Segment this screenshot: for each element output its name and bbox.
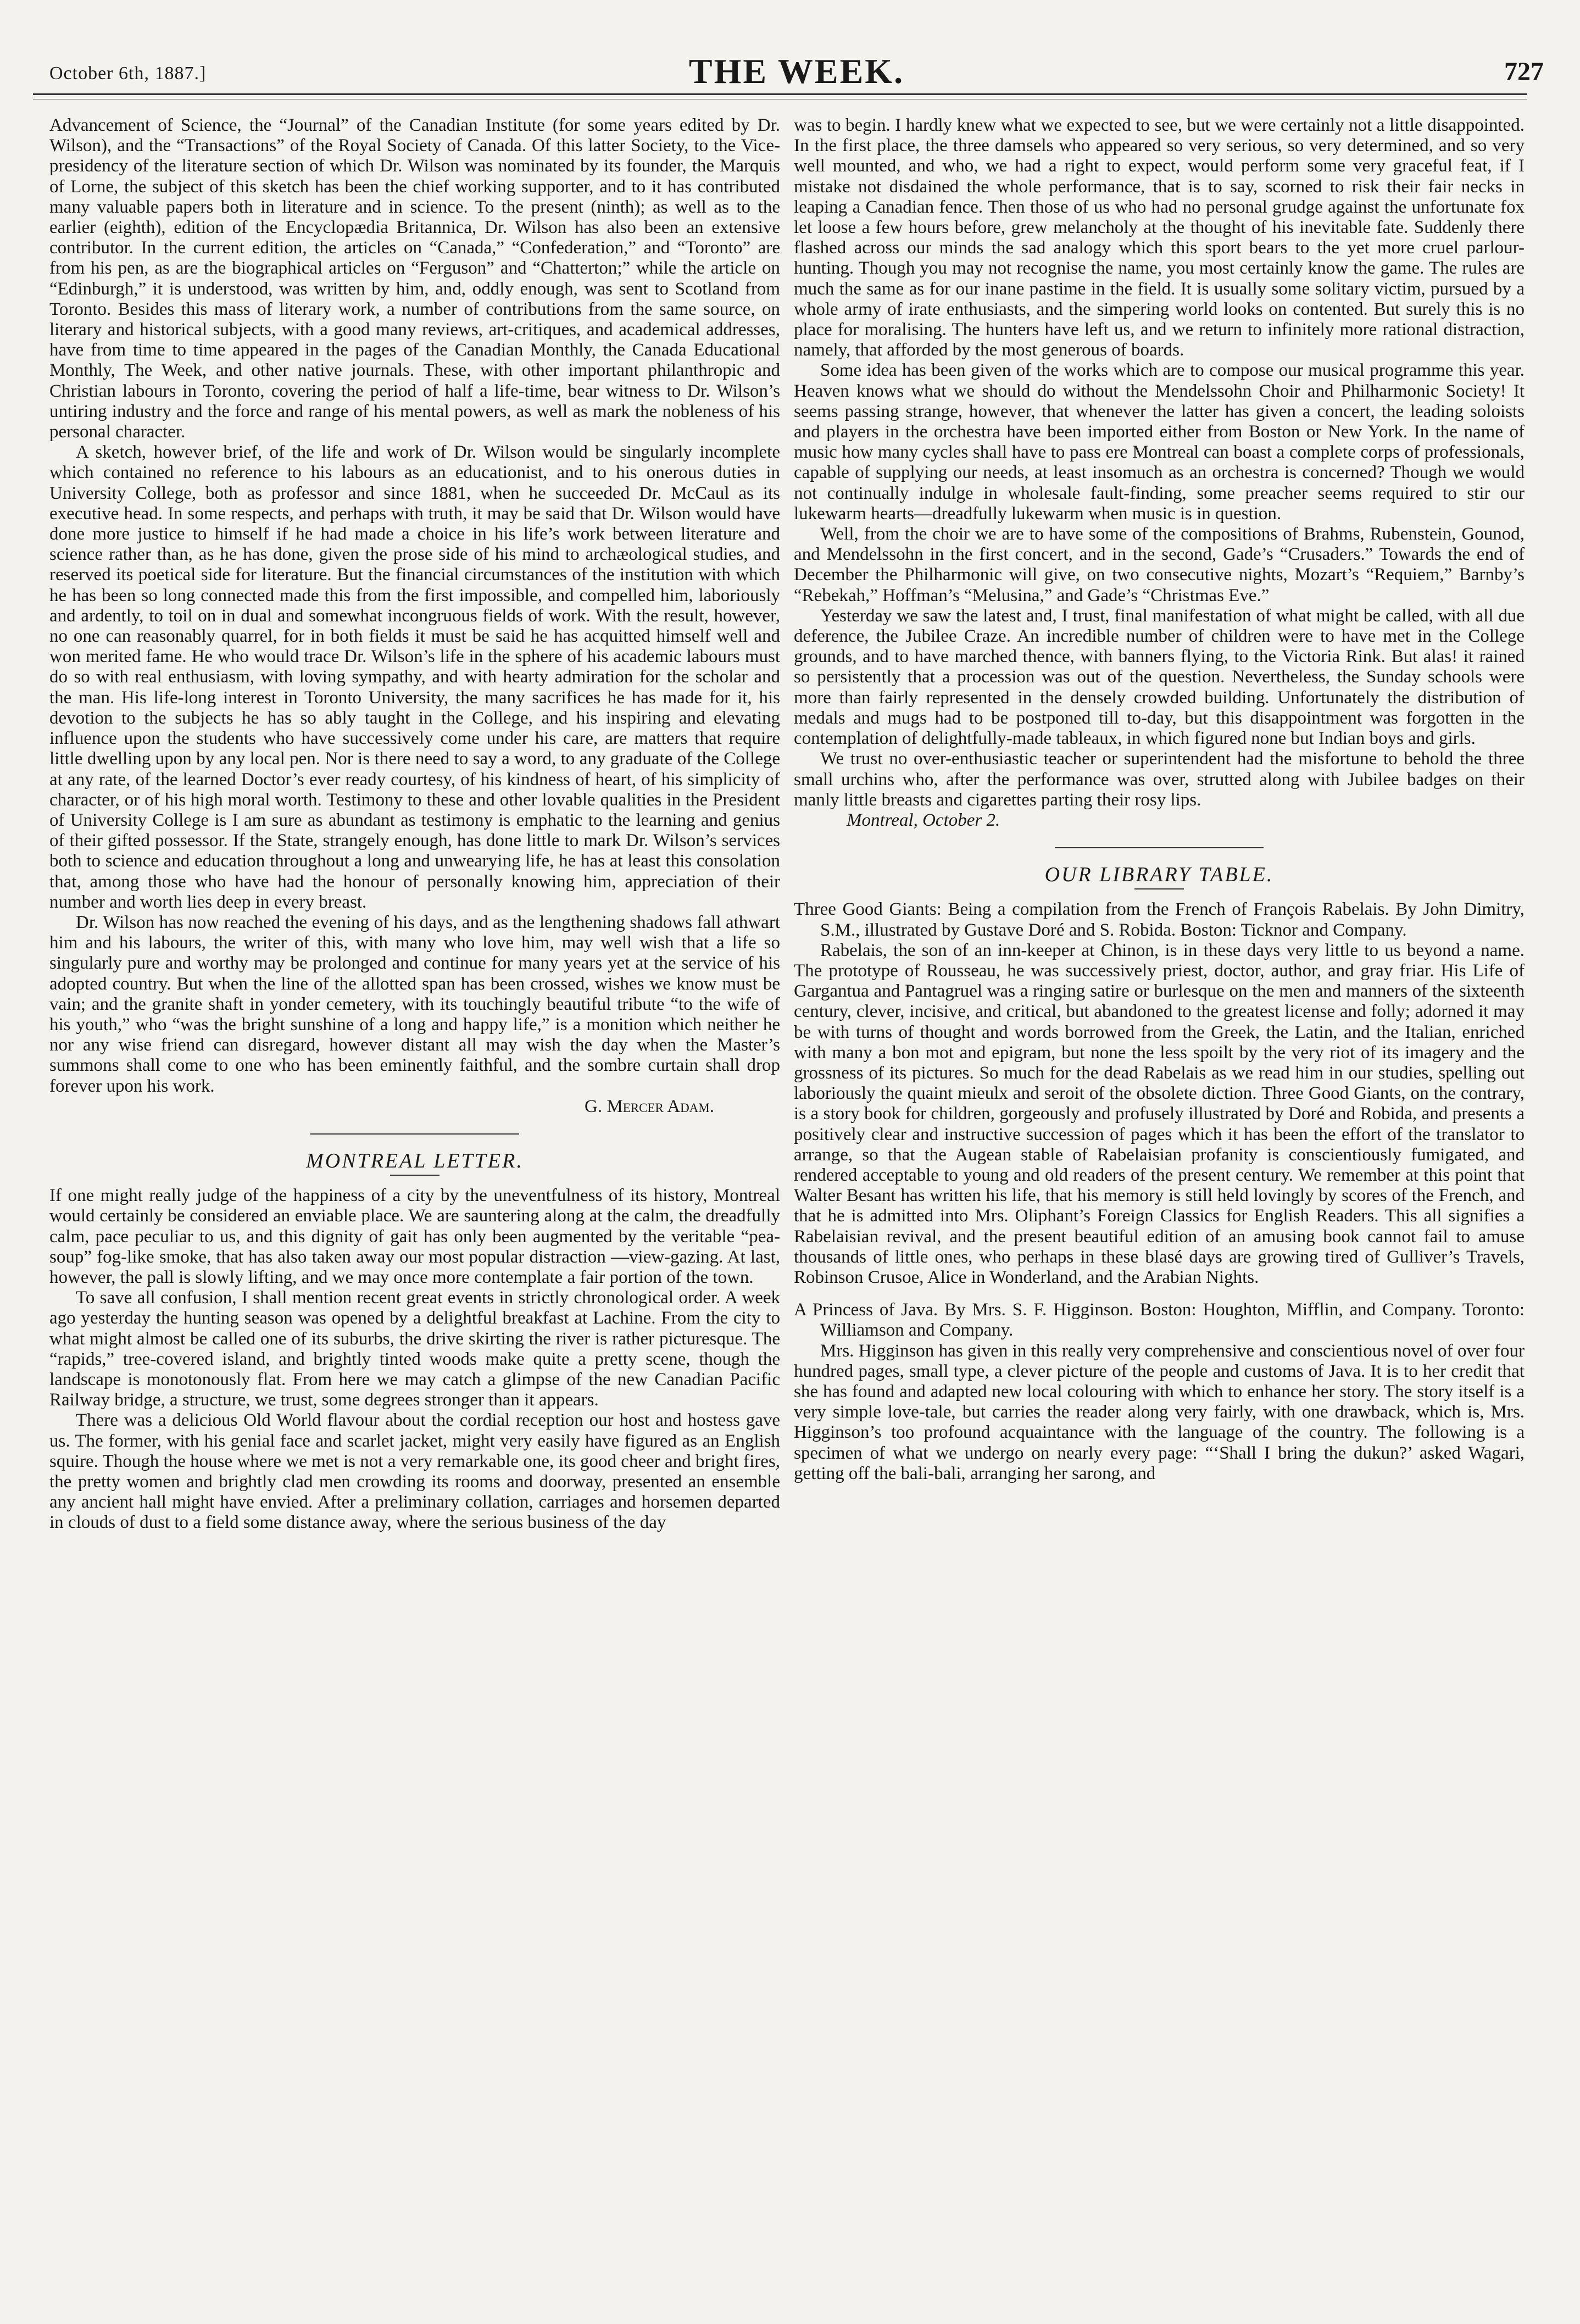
dateline: Montreal, October 2. (847, 810, 1000, 830)
library-table-title: OUR LIBRARY TABLE. (1044, 863, 1274, 887)
left-column (49, 115, 780, 1533)
wilson-paragraph-1: Advancement of Science, the “Journal” of the Canadian Institute (for some years edited by Dr. Wilson), and the “Transactions” of the Royal Society of Canada. Of this latter Society, to the Vice-presidency of the literature section of which Dr. Wilson was nominated by its founder, the Marquis of Lorne, the subject of this sketch has been the chief working supporter, and to it has contributed many valuable papers both in literature and in science. To the present (ninth); as well as to the earlier (eighth), edition of the Encyclopædia Britannica, Dr. Wilson has also been an extensive contributor. In the current edition, the articles on “Canada,” “Confederation,” and “Toronto” are from his pen, as are the biographical articles on “Ferguson” and “Chatterton;” while the article on “Edinburgh,” it is understood, was written by him, and, oddly enough, was sent to Scotland from Toronto. Besides this mass of literary work, a number of contributions from the same source, on literary and historical subjects, with a good many reviews, art-critiques, and academical addresses, have from time to time appeared in the pages of the Canadian Monthly, the Canada Educational Monthly, The Week, and other native journals. These, with other important philanthropic and Christian labours in Toronto, covering the period of half a life-time, bear witness to Dr. Wilson’s untiring industry and the force and range of his mental powers, as well as mark the nobleness of his personal character. (49, 115, 780, 442)
right-column (794, 115, 1525, 1484)
montreal-paragraph-4: was to begin. I hardly knew what we expected to see, but we were certainly not a little disappointed. In the first place, the three damsels who appeared so very serious, so very determined, and so very well mounted, and who, we had a right to expect, would perform some very graceful feat, if I mistake not disdained the whole performance, that is to say, scorned to risk their fair necks in leaping a Canadian fence. Then those of us who had no personal grudge against the unfortunate fox let loose a few hours before, grew melancholy at the thought of his inevitable fate. Suddenly there flashed across our minds the sad analogy which this sport bears to the yet more cruel parlour-hunting. Though you may not recognise the name, you most certainly know the game. The rules are much the same as for our inane pastime in the field. It is usually some solitary victim, pursued by a whole army of irate enthusiasts, and the simpering world looks on contented. But surely this is no place for moralising. The hunters have left us, and we return to infinitely more rational distraction, namely, that afforded by the most generous of boards. (794, 115, 1525, 360)
montreal-paragraph-1: If one might really judge of the happiness of a city by the uneventfulness of its history, Montreal would certainly be considered an enviable place. We are sauntering along at the calm, the dreadfully calm, pace peculiar to us, and this dignity of gait has only been augmented by the veritable “pea-soup” fog-like smoke, that has also taken away our most popular distraction —view-gazing. At last, however, the pall is slowly lifting, and we may once more contemplate a fair portion of the town. (49, 1186, 780, 1287)
section-divider (1055, 847, 1264, 848)
title-underline (1134, 888, 1184, 889)
montreal-paragraph-7: Yesterday we saw the latest and, I trust, final manifestation of what might be called, with all due deference, the Jubilee Craze. An incredible number of children were to have met in the College grounds, and to have marched thence, with banners flying, to the Victoria Rink. But alas! it rained so persistently that a procession was out of the question. Nevertheless, the Sunday schools were more than fairly represented in the densely crowded building. Unfortunately the distribution of medals and mugs had to be postponed till to-day, but this disappointment was forgotten in the contemplation of delightfully-made tableaux, in which figured none but Indian boys and girls. (794, 605, 1525, 749)
montreal-paragraph-8: We trust no over-enthusiastic teacher or superintendent had the misfortune to behold the three small urchins who, after the performance was over, strutted along with Jubilee badges on their manly little breasts and cigarettes parting their rosy lips. (794, 749, 1525, 810)
author-signature: G. Mercer Adam. (585, 1096, 714, 1116)
montreal-paragraph-6: Well, from the choir we are to have some of the compositions of Brahms, Rubenstein, Gounod, and Mendelssohn in the first concert, and in the second, Gade’s “Crusaders.” Towards the end of December the Philharmonic will give, on two consecutive nights, Mozart’s “Requiem,” Barnby’s “Rebekah,” Hoffman’s “Melusina,” and Gade’s “Christmas Eve.” (794, 524, 1525, 605)
header-rule (33, 93, 1527, 95)
wilson-paragraph-3: Dr. Wilson has now reached the evening of his days, and as the lengthening shadows fall athwart him and his labours, the writer of this, with many who love him, may well wish that a life so singularly pure and worthy may be prolonged and continue for many years yet at the service of his adopted country. But when the line of the allotted span has been crossed, wishes we know must be vain; and the granite shaft in yonder cemetery, with its touchingly beautiful tribute “to the wife of his youth,” who “was the bright sunshine of a long and happy life,” is a monition which neither he nor any wise friend can disregard, however distant all may wish the day when the Master’s summons shall come to one who has been eminently faithful, and the sombre curtain shall drop forever upon his work. (49, 912, 780, 1096)
page-header (49, 52, 1544, 113)
book-entry-three-good-giants: Three Good Giants: Being a compilation from the French of François Rabelais. By John Dimitry, S.M., illustrated by Gustave Doré and S. Robida. Boston: Ticknor and Company. (794, 899, 1525, 940)
montreal-letter-title: MONTREAL LETTER. (306, 1149, 524, 1172)
masthead-title: THE WEEK. (688, 52, 905, 91)
montreal-paragraph-3: There was a delicious Old World flavour about the cordial reception our host and hostess gave us. The former, with his genial face and scarlet jacket, might very easily have figured as an English squire. Though the house where we met is not a very remarkable one, its good cheer and bright fires, the pretty women and brightly clad men crowding its rooms and doorway, presented an ensemble any ancient hall might have envied. After a preliminary collation, carriages and horsemen departed in clouds of dust to a field some distance away, where the serious business of the day (49, 1410, 780, 1533)
montreal-paragraph-5: Some idea has been given of the works which are to compose our musical programme this year. Heaven knows what we should do without the Mendelssohn Choir and Philharmonic Society! It seems passing strange, however, that whenever the latter has given a concert, the leading soloists and players in the orchestra have been imported either from Boston or New York. In the name of music how many cycles shall have to pass ere Montreal can boast a complete corps of professionals, capable of supplying our needs, at least insomuch as an orchestra is concerned? Though we would not continually indulge in wholesale fault-finding, some preacher seems required to stir our lukewarm hearts—dreadfully lukewarm when music is in question. (794, 360, 1525, 524)
page-number: 727 (1504, 57, 1544, 86)
title-underline (390, 1175, 439, 1176)
montreal-paragraph-2: To save all confusion, I shall mention recent great events in strictly chronological order. A week ago yesterday the hunting season was opened by a delightful breakfast at Lachine. From the city to what might almost be called one of its suburbs, the drive skirting the river is rather picturesque. The “rapids,” tree-covered island, and brightly tinted woods make quite a pretty scene, though the landscape is monotonously flat. From here we may catch a glimpse of the new Canadian Pacific Railway bridge, a structure, we trust, some degrees stronger than it appears. (49, 1288, 780, 1410)
section-divider (310, 1133, 519, 1135)
wilson-paragraph-2: A sketch, however brief, of the life and work of Dr. Wilson would be singularly incomplete which contained no reference to his labours as an educationist, and to his onerous duties in University College, both as professor and since 1881, when he succeeded Dr. McCaul as its executive head. In some respects, and perhaps with truth, it may be said that Dr. Wilson would have done more justice to himself if he had made a choice in his life’s work between literature and science rather than, as he has done, given the prose side of his mind to archæological studies, and reserved its poetical side for literature. But the financial circumstances of the institution with which he has been so long connected made this from the first impossible, and compelled him, laboriously and ardently, to toil on in dual and somewhat incongruous fields of work. With the result, however, no one can reasonably quarrel, for in both fields it must be said he has acquitted himself well and won merited fame. He who would trace Dr. Wilson’s life in the sphere of his academic labours must do so with real enthusiasm, with loving sympathy, and with hearty admiration for the scholar and the man. His life-long interest in Toronto University, the many sacrifices he has made for it, his devotion to the subjects he has so ably taught in the College, and his inspiring and elevating influence upon the students who have successively come under his care, are matters that require little dwelling upon by any local pen. Nor is there need to say a word, to any graduate of the College at any rate, of the learned Doctor’s ever ready courtesy, of his kindness of heart, of his simplicity of character, or of his high moral worth. Testimony to these and other lovable qualities in the President of University College is I am sure as abundant as testimony is emphatic to the learning and genius of their gifted possessor. If the State, strangely enough, has done little to mark Dr. Wilson’s services both to science and education throughout a long and unwearying life, he has at least this consolation that, among those who have had the honour of personally knowing him, appreciation of their number and worth lies deep in every breast. (49, 442, 780, 912)
review-paragraph-1: Rabelais, the son of an inn-keeper at Chinon, is in these days very little to us beyond a name. The prototype of Rousseau, he was successively priest, doctor, author, and gray friar. His Life of Gargantua and Pantagruel was a ringing satire or burlesque on the men and manners of the sixteenth century, clever, incisive, and critical, but abandoned to the greatest license and folly; adorned it may be with turns of thought and words borrowed from the Greek, the Latin, and the Italian, enriched with many a bon mot and epigram, but none the less spoilt by the very riot of its imagery and the grossness of its pictures. So much for the dead Rabelais as we read him in our studies, spelling out laboriously the quaint mieulx and seroit of the obsolete diction. Three Good Giants, on the contrary, is a story book for children, gorgeously and profusely illustrated by Doré and Robida, and presents a positively clear and instructive succession of pages which it has been the effort of the translator to arrange, so that the Augean stable of Rabelaisian profanity is conscientiously fumigated, and rendered acceptable to young and old readers of the present century. We remember at this point that Walter Besant has written his life, that his memory is still held lovingly by scores of the French, and that he is admitted into Mrs. Oliphant’s Foreign Classics for English Readers. This all signifies a Rabelaisian revival, and the present beautiful edition of an amusing book cannot fail to amuse thousands of little ones, who perhaps in these blasé days are growing tired of Gulliver’s Travels, Robinson Crusoe, Alice in Wonderland, and the Arabian Nights. (794, 940, 1525, 1287)
review-paragraph-2: Mrs. Higginson has given in this really very comprehensive and conscientious novel of over four hundred pages, small type, a clever picture of the people and customs of Java. It is to her credit that she has found and adapted new local colouring with which to enhance her story. The story itself is a very simple love-tale, but carries the reader along very fairly, with one drawback, which is, Mrs. Higginson’s too profound acquaintance with the language of the country. The following is a specimen of what we undergo on nearly every page: “‘Shall I bring the dukun?’ asked Wagari, getting off the bali-bali, arranging her sarong, and (794, 1341, 1525, 1483)
book-entry-princess-of-java: A Princess of Java. By Mrs. S. F. Higginson. Boston: Houghton, Mifflin, and Company. Toronto: Williamson and Company. (794, 1300, 1525, 1341)
header-date: October 6th, 1887.] (49, 63, 207, 84)
